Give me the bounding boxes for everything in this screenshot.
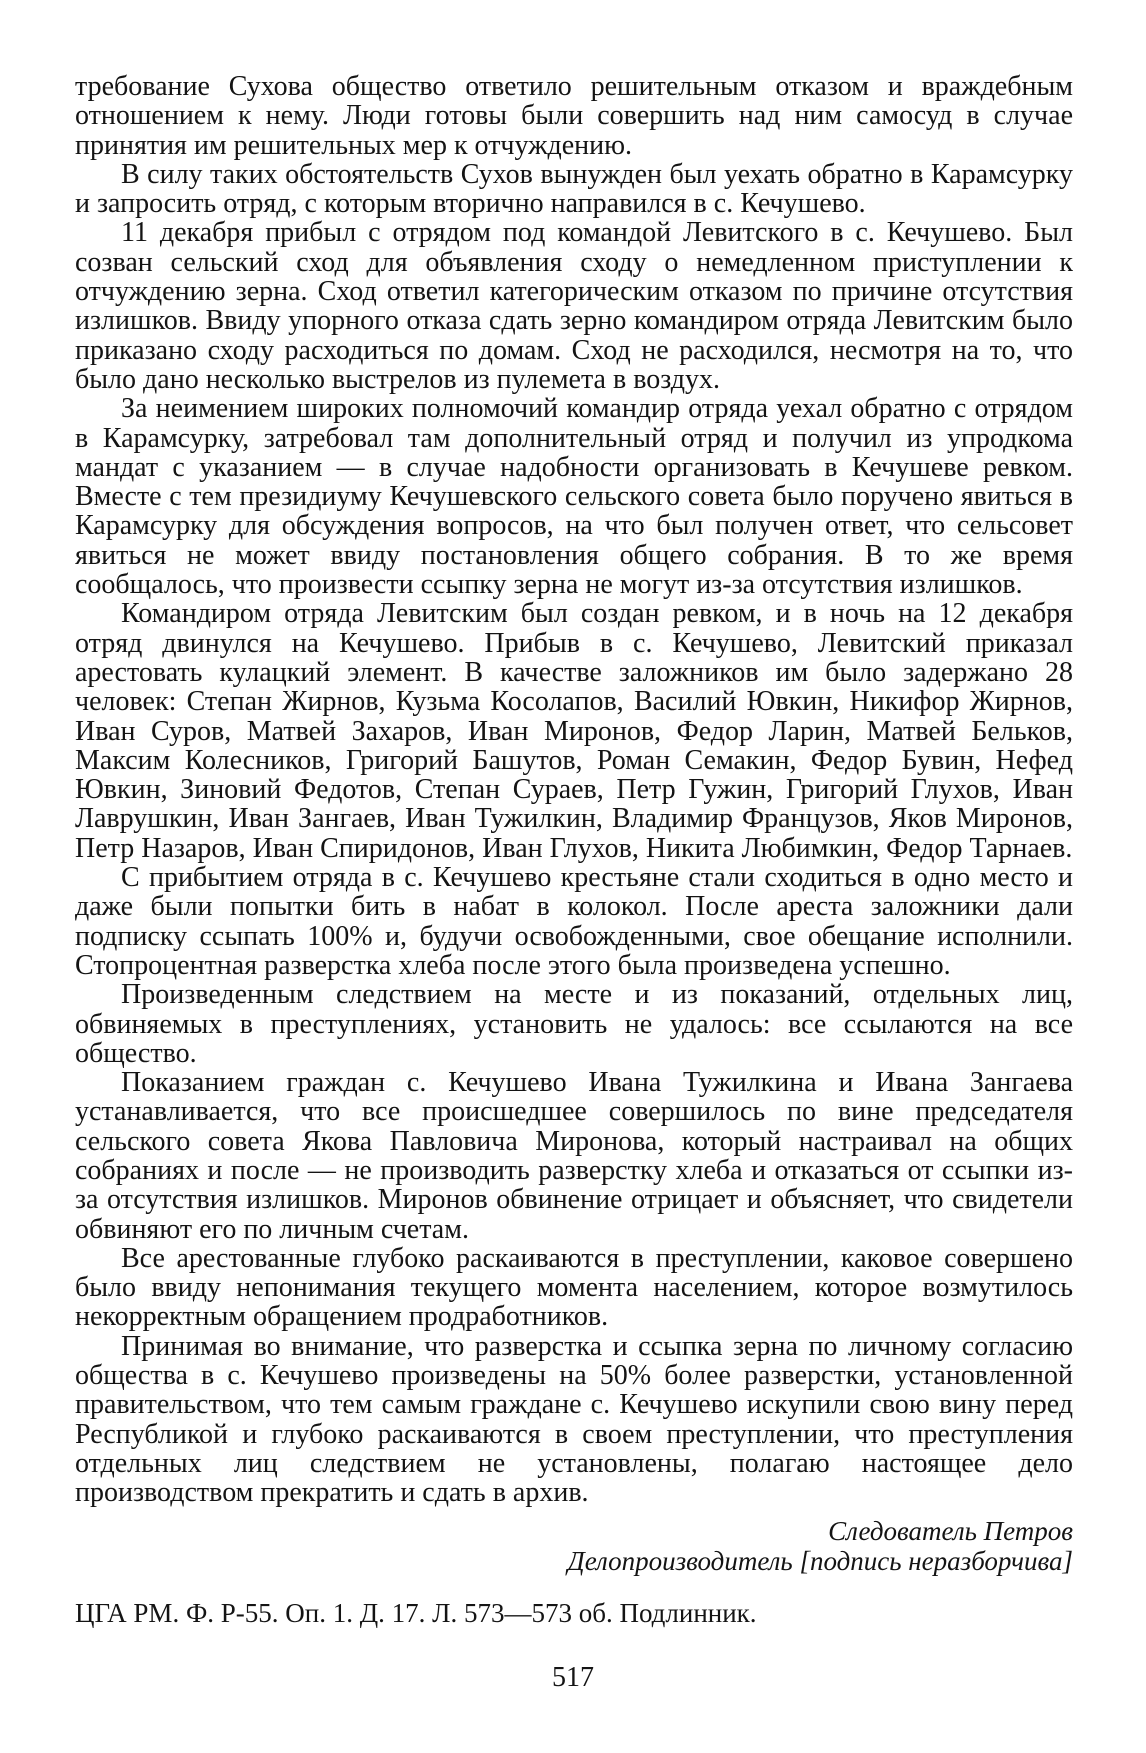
paragraph-10: Принимая во внимание, что разверстка и ссыпка зерна по личному согласию общества в с. Кечушево произведены на 50% более разверстки, установленной правительством, что тем самым граждане с. Кечушево искупили свою вину перед Республикой и глубоко раскаиваются в своем преступлении, что преступления отдельных лиц следствием не установлены, полагаю настоящее дело производством прекратить и сдать в архив. [75, 1330, 1073, 1509]
paragraph-4: За неимением широких полномочий командир отряда уехал обратно с отрядом в Карамсурку, затребовал там дополнительный отряд и получил из упродкома мандат с указанием — в случае надобности организовать в Кечушеве ревком. Вместе с тем президиуму Кечушевского сельского совета было поручено явиться в Карамсурку для обсуждения вопросов, на что был получен ответ, что сельсовет явиться не может ввиду постановления общего собрания. В то же время сообщалось, что произвести ссыпку зерна не могут из-за отсутствия излишков. [75, 393, 1073, 601]
signature-block [75, 1516, 1073, 1576]
paragraph-8: Показанием граждан с. Кечушево Ивана Тужилкина и Ивана Зангаева устанавливается, что все происшедшее совершилось по вине председателя сельского совета Якова Павловича Миронова, который настраивал на общих собраниях и после — не производить разверстку хлеба и отказаться от ссыпки из-за отсутствия излишков. Миронов обвинение отрицает и объясняет, что свидетели обвиняют его по личным счетам. [75, 1067, 1073, 1245]
archive-source-reference: ЦГА РМ. Ф. Р-55. Оп. 1. Д. 17. Л. 573—573 об. Подлинник. [75, 1598, 757, 1628]
signature-investigator: Следователь Петров [828, 1515, 1073, 1546]
document-page [75, 72, 1073, 1576]
paragraph-7: Произведенным следствием на месте и из показаний, отдельных лиц, обвиняемых в преступлениях, установить не удалось: все ссылаются на все общество. [75, 979, 1073, 1069]
paragraph-5: Командиром отряда Левитским был создан ревком, и в ночь на 12 декабря отряд двинулся на Кечушево. Прибыв в с. Кечушево, Левитский приказал арестовать кулацкий элемент. В качестве заложников им было задержано 28 человек: Степан Жирнов, Кузьма Косолапов, Василий Ювкин, Никифор Жирнов, Иван Суров, Матвей Захаров, Иван Миронов, Федор Ларин, Матвей Бельков, Максим Колесников, Григорий Башутов, Роман Семакин, Федор Бувин, Нефед Ювкин, Зиновий Федотов, Степан Сураев, Петр Гужин, Григорий Глухов, Иван Лаврушкин, Иван Зангаев, Иван Тужилкин, Владимир Французов, Яков Миронов, Петр Назаров, Иван Спиридонов, Иван Глухов, Никита Любимкин, Федор Тарнаев. [75, 598, 1073, 864]
paragraph-3: 11 декабря прибыл с отрядом под командой Левитского в с. Кечушево. Был созван сельский сход для объявления сходу о немедленном приступлении к отчуждению зерна. Сход ответил категорическим отказом по причине отсутствия излишков. Ввиду упорного отказа сдать зерно командиром отряда Левитским было приказано сходу расходиться по домам. Сход не расходился, несмотря на то, что было дано несколько выстрелов из пулемета в воздух. [75, 217, 1073, 395]
paragraph-2: В силу таких обстоятельств Сухов вынужден был уехать обратно в Карамсурку и запросить отряд, с которым вторично направился в с. Кечушево. [75, 158, 1073, 220]
paragraph-1: требование Сухова общество ответило решительным отказом и враждебным отношением к нему. Люди готовы были совершить над ним самосуд в случае принятия им решительных мер к отчуждению. [75, 71, 1073, 161]
paragraph-9: Все арестованные глубоко раскаиваются в преступлении, каковое совершено было ввиду непонимания текущего момента населением, которое возмутилось некорректным обращением продработников. [75, 1242, 1073, 1333]
page-number: 517 [552, 1662, 594, 1693]
signature-clerk: Делопроизводитель [подпись неразборчива] [567, 1545, 1073, 1576]
paragraph-6: С прибытием отряда в с. Кечушево крестьяне стали сходиться в одно место и даже были попытки бить в набат в колокол. После ареста заложники дали подписку ссыпать 100% и, будучи освобожденными, свое обещание исполнили. Стопроцентная разверстка хлеба после этого была произведена успешно. [75, 862, 1073, 981]
